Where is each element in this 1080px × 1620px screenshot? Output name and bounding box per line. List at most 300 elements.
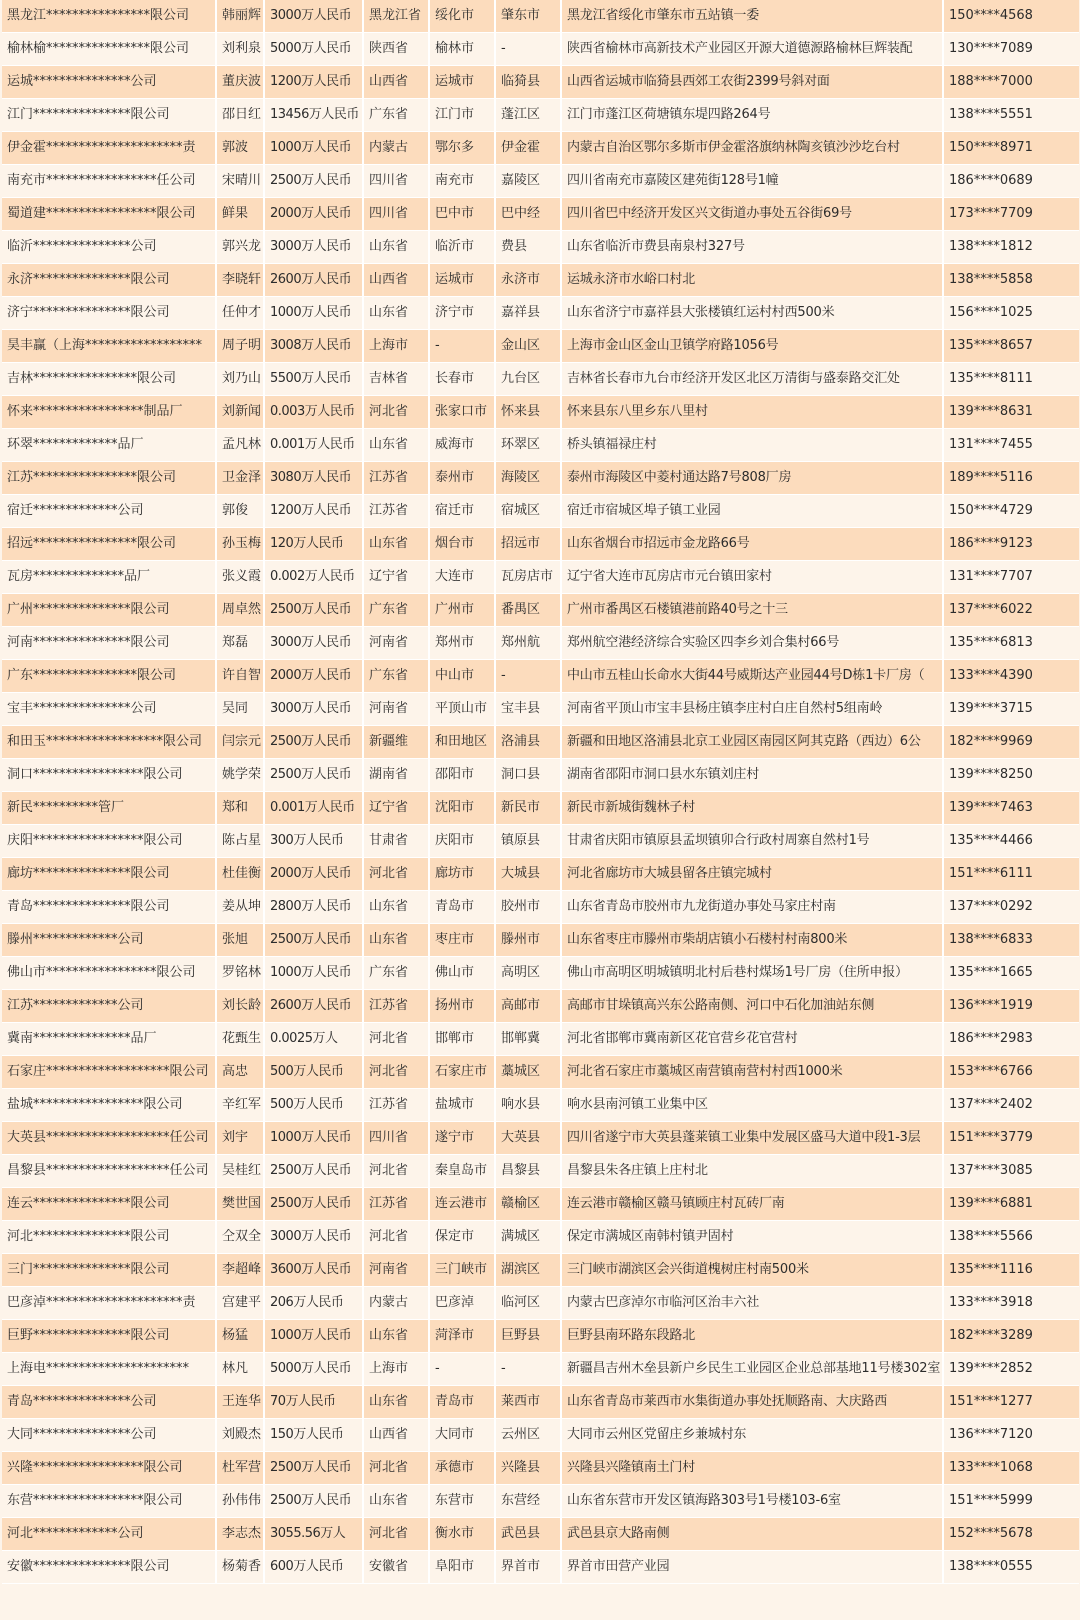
legal-rep-cell: 刘利泉	[216, 33, 264, 66]
registered-capital-cell: 2500万人民币	[264, 726, 363, 759]
company-name-cell: 招远****************限公司	[2, 528, 216, 561]
district-cell: 湖滨区	[495, 1254, 561, 1287]
phone-cell: 131****7455	[943, 429, 1079, 462]
legal-rep-cell: 许自智	[216, 660, 264, 693]
legal-rep-cell: 韩丽辉	[216, 0, 264, 33]
city-cell: 和田地区	[429, 726, 495, 759]
table-row	[2, 462, 1079, 495]
address-cell: 保定市满城区南韩村镇尹固村	[561, 1221, 943, 1254]
district-cell: 费县	[495, 231, 561, 264]
district-cell: 临河区	[495, 1287, 561, 1320]
district-cell: 满城区	[495, 1221, 561, 1254]
address-cell: 界首市田营产业园	[561, 1551, 943, 1584]
company-table	[2, 0, 1079, 1584]
district-cell: 东营经	[495, 1485, 561, 1518]
registered-capital-cell: 5000万人民币	[264, 33, 363, 66]
table-body	[2, 0, 1079, 1584]
city-cell: 承德市	[429, 1452, 495, 1485]
address-cell: 陕西省榆林市高新技术产业园区开源大道德源路榆林巨辉装配	[561, 33, 943, 66]
district-cell: 莱西市	[495, 1386, 561, 1419]
district-cell: 洞口县	[495, 759, 561, 792]
district-cell: -	[495, 1353, 561, 1386]
province-cell: 甘肃省	[363, 825, 429, 858]
city-cell: 佛山市	[429, 957, 495, 990]
city-cell: 郑州市	[429, 627, 495, 660]
province-cell: 河北省	[363, 1023, 429, 1056]
company-name-cell: 安徽***************限公司	[2, 1551, 216, 1584]
province-cell: 湖南省	[363, 759, 429, 792]
company-name-cell: 上海电**********************	[2, 1353, 216, 1386]
legal-rep-cell: 鲜果	[216, 198, 264, 231]
table-row	[2, 132, 1079, 165]
phone-cell: 133****4390	[943, 660, 1079, 693]
registered-capital-cell: 1200万人民币	[264, 66, 363, 99]
company-name-cell: 东营*****************限公司	[2, 1485, 216, 1518]
province-cell: 河北省	[363, 1518, 429, 1551]
registered-capital-cell: 2500万人民币	[264, 1155, 363, 1188]
table-row	[2, 660, 1079, 693]
company-name-cell: 宝丰***************公司	[2, 693, 216, 726]
district-cell: 海陵区	[495, 462, 561, 495]
city-cell: 运城市	[429, 66, 495, 99]
city-cell: 威海市	[429, 429, 495, 462]
company-name-cell: 连云***************限公司	[2, 1188, 216, 1221]
address-cell: 内蒙古自治区鄂尔多斯市伊金霍洛旗纳林陶亥镇沙沙圪台村	[561, 132, 943, 165]
province-cell: 河南省	[363, 693, 429, 726]
company-name-cell: 宿迁*************公司	[2, 495, 216, 528]
table-row	[2, 759, 1079, 792]
phone-cell: 139****8631	[943, 396, 1079, 429]
table-row	[2, 1122, 1079, 1155]
legal-rep-cell: 郑和	[216, 792, 264, 825]
phone-cell: 186****2983	[943, 1023, 1079, 1056]
company-name-cell: 怀来*****************制品厂	[2, 396, 216, 429]
city-cell: 连云港市	[429, 1188, 495, 1221]
city-cell: 平顶山市	[429, 693, 495, 726]
table-row	[2, 1188, 1079, 1221]
registered-capital-cell: 5500万人民币	[264, 363, 363, 396]
address-cell: 泰州市海陵区中菱村通达路7号808厂房	[561, 462, 943, 495]
registered-capital-cell: 2500万人民币	[264, 1452, 363, 1485]
district-cell: 嘉祥县	[495, 297, 561, 330]
table-row	[2, 363, 1079, 396]
province-cell: 山西省	[363, 66, 429, 99]
province-cell: 四川省	[363, 198, 429, 231]
district-cell: 武邑县	[495, 1518, 561, 1551]
district-cell: 高明区	[495, 957, 561, 990]
district-cell: 大城县	[495, 858, 561, 891]
registered-capital-cell: 1000万人民币	[264, 132, 363, 165]
registered-capital-cell: 3000万人民币	[264, 231, 363, 264]
city-cell: 鄂尔多	[429, 132, 495, 165]
city-cell: 石家庄市	[429, 1056, 495, 1089]
company-name-cell: 瓦房**************品厂	[2, 561, 216, 594]
registered-capital-cell: 500万人民币	[264, 1089, 363, 1122]
table-row	[2, 1221, 1079, 1254]
phone-cell: 137****6022	[943, 594, 1079, 627]
city-cell: 菏泽市	[429, 1320, 495, 1353]
district-cell: 伊金霍	[495, 132, 561, 165]
registered-capital-cell: 0.002万人民币	[264, 561, 363, 594]
registered-capital-cell: 3600万人民币	[264, 1254, 363, 1287]
city-cell: 邯郸市	[429, 1023, 495, 1056]
address-cell: 吉林省长春市九台市经济开发区北区万清街与盛泰路交汇处	[561, 363, 943, 396]
table-row	[2, 297, 1079, 330]
legal-rep-cell: 孙伟伟	[216, 1485, 264, 1518]
district-cell: 兴隆县	[495, 1452, 561, 1485]
company-name-cell: 三门***************限公司	[2, 1254, 216, 1287]
province-cell: 江苏省	[363, 1089, 429, 1122]
province-cell: 山西省	[363, 1419, 429, 1452]
registered-capital-cell: 1200万人民币	[264, 495, 363, 528]
phone-cell: 150****4568	[943, 0, 1079, 33]
company-name-cell: 南充市*****************任公司	[2, 165, 216, 198]
district-cell: 宝丰县	[495, 693, 561, 726]
registered-capital-cell: 2500万人民币	[264, 1188, 363, 1221]
province-cell: 山东省	[363, 231, 429, 264]
company-name-cell: 环翠*************品厂	[2, 429, 216, 462]
table-row	[2, 1551, 1079, 1584]
company-name-cell: 临沂***************公司	[2, 231, 216, 264]
phone-cell: 151****3779	[943, 1122, 1079, 1155]
phone-cell: 188****7000	[943, 66, 1079, 99]
table-row	[2, 396, 1079, 429]
phone-cell: 135****1116	[943, 1254, 1079, 1287]
legal-rep-cell: 刘宇	[216, 1122, 264, 1155]
province-cell: 河北省	[363, 1221, 429, 1254]
phone-cell: 156****1025	[943, 297, 1079, 330]
phone-cell: 138****5551	[943, 99, 1079, 132]
district-cell: 巴中经	[495, 198, 561, 231]
company-name-cell: 江门***************限公司	[2, 99, 216, 132]
registered-capital-cell: 0.0025万人	[264, 1023, 363, 1056]
city-cell: 中山市	[429, 660, 495, 693]
legal-rep-cell: 高忠	[216, 1056, 264, 1089]
registered-capital-cell: 2000万人民币	[264, 198, 363, 231]
city-cell: 巴彦淖	[429, 1287, 495, 1320]
district-cell: 瓦房店市	[495, 561, 561, 594]
legal-rep-cell: 辛红军	[216, 1089, 264, 1122]
company-name-cell: 永济***************限公司	[2, 264, 216, 297]
registered-capital-cell: 0.003万人民币	[264, 396, 363, 429]
legal-rep-cell: 花甄生	[216, 1023, 264, 1056]
address-cell: 上海市金山区金山卫镇学府路1056号	[561, 330, 943, 363]
company-name-cell: 江苏*************公司	[2, 990, 216, 1023]
phone-cell: 135****4466	[943, 825, 1079, 858]
phone-cell: 136****1919	[943, 990, 1079, 1023]
legal-rep-cell: 郭俊	[216, 495, 264, 528]
table-row	[2, 1254, 1079, 1287]
phone-cell: 150****8971	[943, 132, 1079, 165]
registered-capital-cell: 3055.56万人	[264, 1518, 363, 1551]
company-name-cell: 新民**********管厂	[2, 792, 216, 825]
province-cell: 上海市	[363, 330, 429, 363]
phone-cell: 136****7120	[943, 1419, 1079, 1452]
company-name-cell: 江苏****************限公司	[2, 462, 216, 495]
phone-cell: 135****6813	[943, 627, 1079, 660]
province-cell: 黑龙江省	[363, 0, 429, 33]
table-row	[2, 198, 1079, 231]
legal-rep-cell: 樊世国	[216, 1188, 264, 1221]
registered-capital-cell: 1000万人民币	[264, 957, 363, 990]
phone-cell: 135****8657	[943, 330, 1079, 363]
phone-cell: 139****2852	[943, 1353, 1079, 1386]
registered-capital-cell: 2000万人民币	[264, 660, 363, 693]
registered-capital-cell: 5000万人民币	[264, 1353, 363, 1386]
city-cell: 阜阳市	[429, 1551, 495, 1584]
province-cell: 江苏省	[363, 462, 429, 495]
table-row	[2, 66, 1079, 99]
province-cell: 河南省	[363, 1254, 429, 1287]
phone-cell: 173****7709	[943, 198, 1079, 231]
legal-rep-cell: 董庆波	[216, 66, 264, 99]
legal-rep-cell: 孙玉梅	[216, 528, 264, 561]
registered-capital-cell: 0.001万人民币	[264, 429, 363, 462]
legal-rep-cell: 任仲才	[216, 297, 264, 330]
city-cell: 大同市	[429, 1419, 495, 1452]
table-row	[2, 1056, 1079, 1089]
phone-cell: 153****6766	[943, 1056, 1079, 1089]
phone-cell: 137****0292	[943, 891, 1079, 924]
company-name-cell: 广州***************限公司	[2, 594, 216, 627]
address-cell: 桥头镇福禄庄村	[561, 429, 943, 462]
phone-cell: 152****5678	[943, 1518, 1079, 1551]
district-cell: 宿城区	[495, 495, 561, 528]
phone-cell: 130****7089	[943, 33, 1079, 66]
table-row	[2, 1155, 1079, 1188]
city-cell: 青岛市	[429, 1386, 495, 1419]
company-name-cell: 巨野***************限公司	[2, 1320, 216, 1353]
company-name-cell: 冀南***************品厂	[2, 1023, 216, 1056]
registered-capital-cell: 3080万人民币	[264, 462, 363, 495]
address-cell: 三门峡市湖滨区会兴街道槐树庄村南500米	[561, 1254, 943, 1287]
phone-cell: 137****2402	[943, 1089, 1079, 1122]
district-cell: 金山区	[495, 330, 561, 363]
legal-rep-cell: 李晓轩	[216, 264, 264, 297]
city-cell: 张家口市	[429, 396, 495, 429]
address-cell: 佛山市高明区明城镇明北村后巷村煤场1号厂房（住所申报）	[561, 957, 943, 990]
address-cell: 山东省济宁市嘉祥县大张楼镇红运村村西500米	[561, 297, 943, 330]
district-cell: 邯郸冀	[495, 1023, 561, 1056]
company-name-cell: 运城***************公司	[2, 66, 216, 99]
table-row	[2, 429, 1079, 462]
city-cell: 扬州市	[429, 990, 495, 1023]
city-cell: 大连市	[429, 561, 495, 594]
province-cell: 河北省	[363, 1452, 429, 1485]
table-row	[2, 693, 1079, 726]
company-name-cell: 和田玉******************限公司	[2, 726, 216, 759]
city-cell: 泰州市	[429, 462, 495, 495]
phone-cell: 189****5116	[943, 462, 1079, 495]
legal-rep-cell: 刘长龄	[216, 990, 264, 1023]
legal-rep-cell: 刘乃山	[216, 363, 264, 396]
district-cell: 怀来县	[495, 396, 561, 429]
legal-rep-cell: 郑磊	[216, 627, 264, 660]
district-cell: 临猗县	[495, 66, 561, 99]
address-cell: 连云港市赣榆区赣马镇顾庄村瓦砖厂南	[561, 1188, 943, 1221]
address-cell: 甘肃省庆阳市镇原县孟坝镇卯合行政村周寨自然村1号	[561, 825, 943, 858]
table-row	[2, 1452, 1079, 1485]
city-cell: 保定市	[429, 1221, 495, 1254]
company-name-cell: 吉林****************限公司	[2, 363, 216, 396]
table-row	[2, 924, 1079, 957]
district-cell: 昌黎县	[495, 1155, 561, 1188]
address-cell: 河南省平顶山市宝丰县杨庄镇李庄村白庄自然村5组南岭	[561, 693, 943, 726]
city-cell: 衡水市	[429, 1518, 495, 1551]
province-cell: 安徽省	[363, 1551, 429, 1584]
table-row	[2, 1287, 1079, 1320]
phone-cell: 138****6833	[943, 924, 1079, 957]
province-cell: 陕西省	[363, 33, 429, 66]
province-cell: 河北省	[363, 396, 429, 429]
legal-rep-cell: 杜佳衡	[216, 858, 264, 891]
address-cell: 内蒙古巴彦淖尔市临河区治丰六社	[561, 1287, 943, 1320]
company-name-cell: 广东****************限公司	[2, 660, 216, 693]
phone-cell: 135****1665	[943, 957, 1079, 990]
company-name-cell: 济宁***************限公司	[2, 297, 216, 330]
address-cell: 巨野县南环路东段路北	[561, 1320, 943, 1353]
registered-capital-cell: 2500万人民币	[264, 1485, 363, 1518]
registered-capital-cell: 13456万人民币	[264, 99, 363, 132]
phone-cell: 133****3918	[943, 1287, 1079, 1320]
company-name-cell: 榆林榆****************限公司	[2, 33, 216, 66]
company-name-cell: 昌黎县*******************任公司	[2, 1155, 216, 1188]
district-cell: 招远市	[495, 528, 561, 561]
registered-capital-cell: 2600万人民币	[264, 990, 363, 1023]
city-cell: -	[429, 1353, 495, 1386]
district-cell: 赣榆区	[495, 1188, 561, 1221]
address-cell: 河北省石家庄市藁城区南营镇南营村村西1000米	[561, 1056, 943, 1089]
registered-capital-cell: 0.001万人民币	[264, 792, 363, 825]
city-cell: 三门峡市	[429, 1254, 495, 1287]
legal-rep-cell: 林凡	[216, 1353, 264, 1386]
table-row	[2, 528, 1079, 561]
address-cell: 运城永济市水峪口村北	[561, 264, 943, 297]
company-name-cell: 洞口*****************限公司	[2, 759, 216, 792]
phone-cell: 186****9123	[943, 528, 1079, 561]
table-row	[2, 990, 1079, 1023]
company-name-cell: 大英县*******************任公司	[2, 1122, 216, 1155]
phone-cell: 186****0689	[943, 165, 1079, 198]
address-cell: 四川省巴中经济开发区兴文街道办事处五谷街69号	[561, 198, 943, 231]
registered-capital-cell: 150万人民币	[264, 1419, 363, 1452]
company-name-cell: 昊丰赢（上海******************	[2, 330, 216, 363]
city-cell: 江门市	[429, 99, 495, 132]
phone-cell: 131****7707	[943, 561, 1079, 594]
legal-rep-cell: 周子明	[216, 330, 264, 363]
province-cell: 河北省	[363, 1155, 429, 1188]
company-name-cell: 巴彦淖*********************责	[2, 1287, 216, 1320]
district-cell: 郑州航	[495, 627, 561, 660]
registered-capital-cell: 600万人民币	[264, 1551, 363, 1584]
district-cell: -	[495, 33, 561, 66]
phone-cell: 133****1068	[943, 1452, 1079, 1485]
district-cell: 藁城区	[495, 1056, 561, 1089]
legal-rep-cell: 吴同	[216, 693, 264, 726]
address-cell: 山东省青岛市莱西市水集街道办事处抚顺路南、大庆路西	[561, 1386, 943, 1419]
address-cell: 河北省廊坊市大城县留各庄镇完城村	[561, 858, 943, 891]
city-cell: 运城市	[429, 264, 495, 297]
phone-cell: 139****7463	[943, 792, 1079, 825]
district-cell: 巨野县	[495, 1320, 561, 1353]
address-cell: 怀来县东八里乡东八里村	[561, 396, 943, 429]
legal-rep-cell: 仝双全	[216, 1221, 264, 1254]
city-cell: 枣庄市	[429, 924, 495, 957]
legal-rep-cell: 郭波	[216, 132, 264, 165]
company-name-cell: 青岛***************限公司	[2, 891, 216, 924]
legal-rep-cell: 王连华	[216, 1386, 264, 1419]
city-cell: 邵阳市	[429, 759, 495, 792]
phone-cell: 135****8111	[943, 363, 1079, 396]
table-row	[2, 891, 1079, 924]
district-cell: 大英县	[495, 1122, 561, 1155]
legal-rep-cell: 卫金泽	[216, 462, 264, 495]
legal-rep-cell: 邵日红	[216, 99, 264, 132]
table-row	[2, 627, 1079, 660]
legal-rep-cell: 闫宗元	[216, 726, 264, 759]
phone-cell: 151****5999	[943, 1485, 1079, 1518]
company-name-cell: 青岛***************公司	[2, 1386, 216, 1419]
address-cell: 山东省烟台市招远市金龙路66号	[561, 528, 943, 561]
address-cell: 高邮市甘垛镇高兴东公路南侧、河口中石化加油站东侧	[561, 990, 943, 1023]
registered-capital-cell: 3000万人民币	[264, 1221, 363, 1254]
legal-rep-cell: 李超峰	[216, 1254, 264, 1287]
phone-cell: 151****6111	[943, 858, 1079, 891]
province-cell: 辽宁省	[363, 792, 429, 825]
registered-capital-cell: 500万人民币	[264, 1056, 363, 1089]
province-cell: 山东省	[363, 1320, 429, 1353]
address-cell: 新疆昌吉州木垒县新户乡民生工业园区企业总部基地11号楼302室	[561, 1353, 943, 1386]
registered-capital-cell: 1000万人民币	[264, 1122, 363, 1155]
table-row	[2, 825, 1079, 858]
registered-capital-cell: 2800万人民币	[264, 891, 363, 924]
city-cell: -	[429, 330, 495, 363]
address-cell: 响水县南河镇工业集中区	[561, 1089, 943, 1122]
province-cell: 四川省	[363, 165, 429, 198]
phone-cell: 137****3085	[943, 1155, 1079, 1188]
table-row	[2, 1419, 1079, 1452]
address-cell: 大同市云州区党留庄乡兼城村东	[561, 1419, 943, 1452]
registered-capital-cell: 2500万人民币	[264, 165, 363, 198]
phone-cell: 138****0555	[943, 1551, 1079, 1584]
legal-rep-cell: 宋晴川	[216, 165, 264, 198]
district-cell: -	[495, 660, 561, 693]
legal-rep-cell: 吴桂红	[216, 1155, 264, 1188]
address-cell: 山东省东营市开发区镇海路303号1号楼103-6室	[561, 1485, 943, 1518]
legal-rep-cell: 李志杰	[216, 1518, 264, 1551]
company-name-cell: 黑龙江****************限公司	[2, 0, 216, 33]
table-row	[2, 264, 1079, 297]
registered-capital-cell: 3000万人民币	[264, 693, 363, 726]
company-name-cell: 河北*************公司	[2, 1518, 216, 1551]
legal-rep-cell: 周卓然	[216, 594, 264, 627]
table-row	[2, 957, 1079, 990]
province-cell: 山东省	[363, 924, 429, 957]
address-cell: 广州市番禺区石楼镇港前路40号之十三	[561, 594, 943, 627]
table-row	[2, 1320, 1079, 1353]
address-cell: 四川省南充市嘉陵区建苑街128号1幢	[561, 165, 943, 198]
province-cell: 广东省	[363, 957, 429, 990]
district-cell: 番禺区	[495, 594, 561, 627]
legal-rep-cell: 宫建平	[216, 1287, 264, 1320]
address-cell: 昌黎县朱各庄镇上庄村北	[561, 1155, 943, 1188]
legal-rep-cell: 姚学荣	[216, 759, 264, 792]
address-cell: 山东省青岛市胶州市九龙街道办事处马家庄村南	[561, 891, 943, 924]
table-row	[2, 561, 1079, 594]
city-cell: 巴中市	[429, 198, 495, 231]
address-cell: 郑州航空港经济综合实验区四李乡刘合集村66号	[561, 627, 943, 660]
legal-rep-cell: 杨菊香	[216, 1551, 264, 1584]
